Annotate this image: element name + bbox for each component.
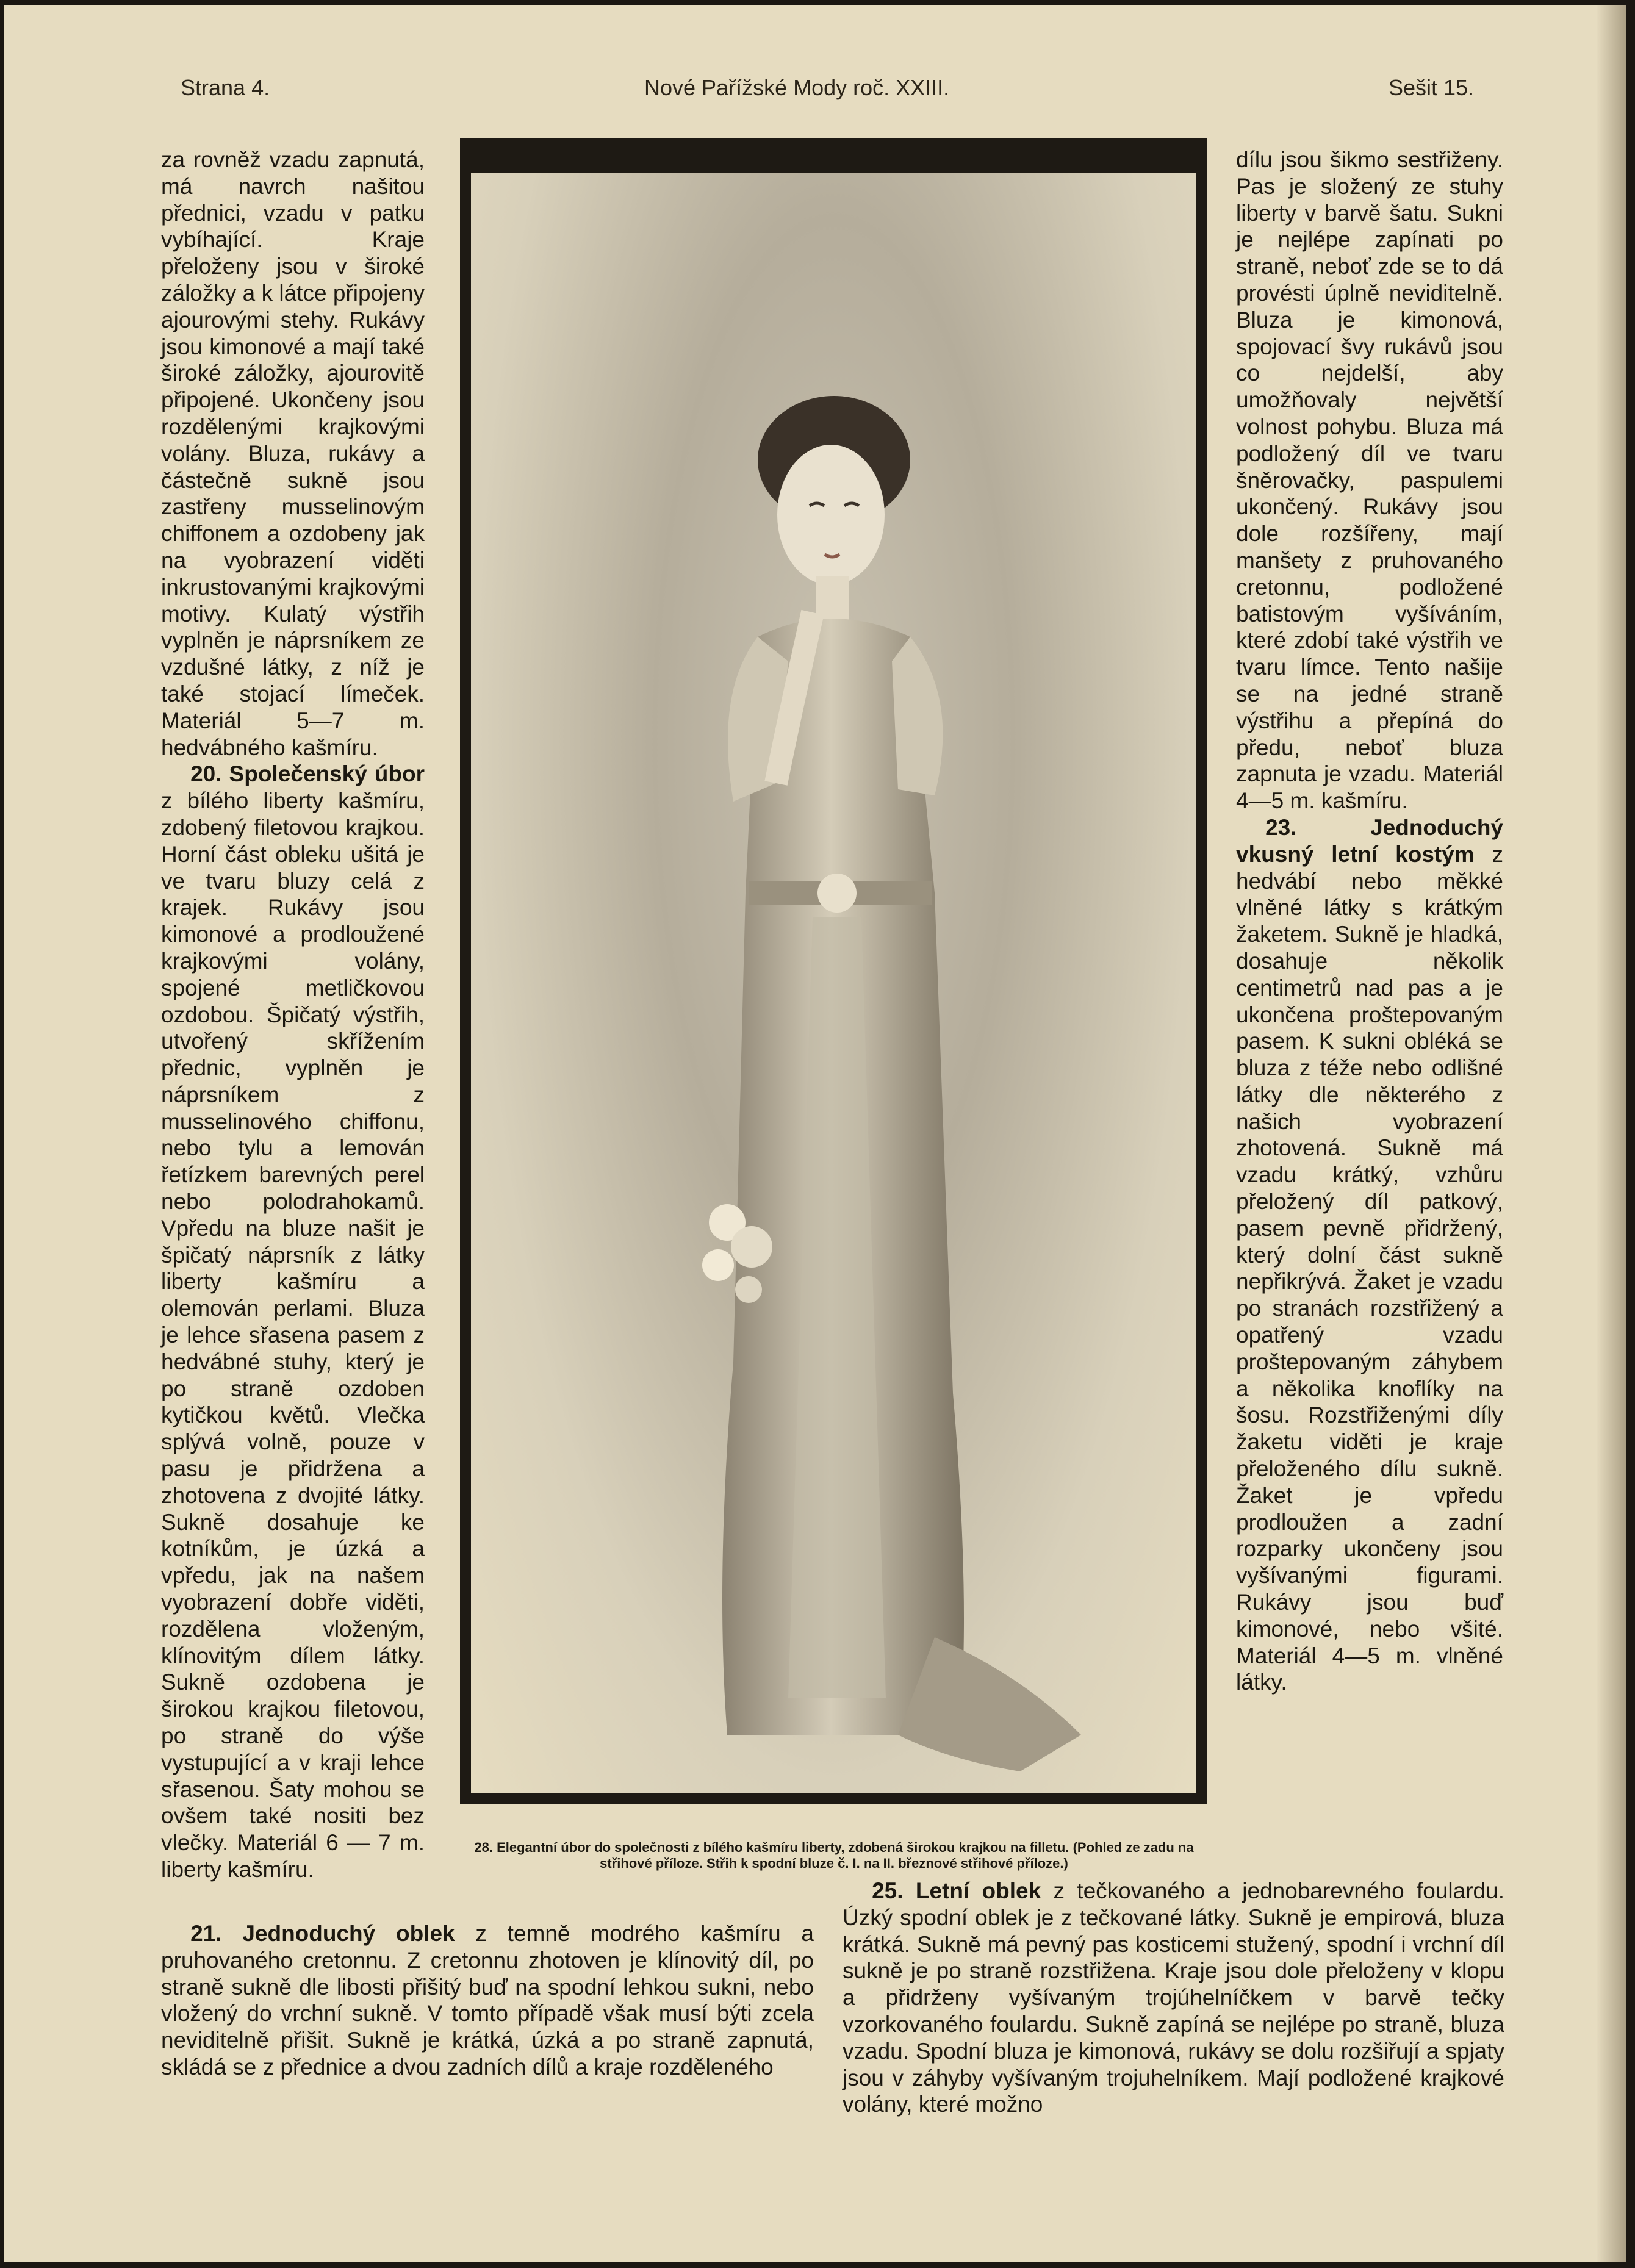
item-21-title: Jednoduchý oblek [242, 1921, 455, 1946]
item-25-title: Letní oblek [915, 1878, 1041, 1903]
right-column [1236, 146, 1503, 1696]
fashion-illustration [471, 173, 1196, 1793]
fashion-illustration-frame [460, 138, 1207, 1804]
left-column [161, 146, 425, 1883]
item-20-number: 20. [190, 761, 222, 787]
item-23-text: z hedvábí nebo měkké vlněné látky s krátkým žaketem. Sukně je hladká, dosahuje několik centimetrů nad pas a je ukončena proštepovaným pasem. K sukni obléká se bluza z téže nebo odlišné látky dle některého z našich vyobrazení zhotovená. Sukně má vzadu krátký, vzhůru přeložený díl patkový, pasem pevně přidržený, který dolní část sukně nepřikrývá. Žaket je vzadu po stranách rozstřižený a opatřený vzadu proštepovaným záhybem a několika knoflíky na šosu. Rozstřiženými díly žaketu viděti je kraje přeloženého dílu sukně. Žaket je vpředu prodloužen a zadní rozparky ukončeny jsou vyšívanými figurami. Rukávy jsou buď kimonové, nebo všité. Materiál 4—5 m. vlněné látky. [1236, 841, 1504, 1695]
item-20-title: Společenský úbor [229, 761, 425, 787]
item-21-text: z temně modrého kašmíru a pruhovaného cretonnu. Z cretonnu zhotoven je klínovitý díl, po straně sukně dle libosti přišitý buď na spodní lehkou sukni, nebo vložený do vrchní sukně. V tomto případě však musí býti zcela neviditelně přišit. Sukně je krátká, úzká a po straně zapnutá, skládá se z přednice a dvou zadních dílů a kraje rozděleného [161, 1921, 814, 2080]
bottom-left-text [161, 1920, 814, 2081]
woman-in-gown-icon [471, 173, 1196, 1793]
item-25-number: 25. [872, 1878, 904, 1903]
item-21-paragraph [161, 1920, 814, 2081]
page-number: Strana 4. [181, 75, 270, 100]
item-25-text: z tečkovaného a jednobarevného foulardu. Úzký spodní oblek je z tečkované látky. Sukně je empirová, bluza krátká. Sukně má pevný pas kosticemi stužený, spodní i vrchní díl sukně je po straně rozstřižena. Kraje jsou dole přeloženy v klopu a přidrženy vyšívaným trojúhelníčkem v barvě tečky vzorkovaného foulardu. Sukně zapíná se nejlépe po straně, bluza vzadu. Spodní bluza je kimonová, rukávy se dolu rozšiřují a spjaty jsou v záhyby vyšívaným trojuhelníkem. Mají podložené krajkové volány, které možno [843, 1878, 1504, 2117]
item-23-paragraph [1236, 814, 1503, 1696]
issue-number: Sešit 15. [1389, 75, 1475, 100]
item-25-paragraph [843, 1878, 1504, 2118]
magazine-page [4, 5, 1626, 2262]
figure-caption: 28. Elegantní úbor do společnosti z bílého kašmíru liberty, zdobená širokou krajkou na filletu. (Pohled ze zadu na střihové příloze. Střih k spodní bluze č. I. na II. březnové střihové příloze.) [474, 1840, 1194, 1871]
item-23-title: Jednoduchý vkusný letní kostým [1236, 814, 1503, 867]
page-edge-shadow [1596, 5, 1626, 2262]
item-20-text: z bílého liberty kašmíru, zdobený filetovou krajkou. Horní část obleku ušitá je ve tvaru bluzy celá z krajek. Rukávy jsou kimonové a prodloužené krajkovými volány, spojené metličkovou ozdobou. Špičatý výstřih, utvořený skřížením přednic, vyplněn je náprsníkem z musselinového chiffonu, nebo tylu a lemován řetízkem barevných perel nebo polodrahokamů. Vpředu na bluze našit je špičatý náprsník z látky liberty kašmíru a olemován perlami. Bluza je lehce sřasena pasem z hedvábné stuhy, který je po straně ozdoben kytičkou květů. Vlečka splývá volně, pouze v pasu je přidržena a zhotovena z dvojité látky. Sukně dosahuje ke kotníkům, je úzká a vpředu, jak na našem vyobrazení dobře viděti, rozdělena vloženým, klínovitým dílem látky. Sukně ozdobena je širokou krajkou filetovou, po straně do výše vystupující a v kraji lehce sřasenou. Šaty mohou se ovšem také nositi bez vlečky. Materiál 6 — 7 m. liberty kašmíru. [161, 788, 425, 1882]
item-20-paragraph [161, 761, 425, 1882]
left-column-paragraph: za rovněž vzadu zapnutá, má navrch našitou přednici, vzadu v patku vybíhající. Kraje přeloženy jsou v široké záložky a k látce připojeny ajourovými stehy. Rukávy jsou kimonové a mají také široké záložky, ajourovitě připojené. Ukončeny jsou rozdělenými krajkovými volány. Bluza, rukávy a částečně sukně jsou zastřeny musselinovým chiffonem a ozdobeny jak na vyobrazení viděti inkrustovanými krajkovými motivy. Kulatý výstřih vyplněn je náprsníkem ze vzdušné látky, z níž je také stojací límeček. Materiál 5—7 m. hedvábného kašmíru. [161, 147, 425, 760]
running-title: Nové Pařížské Mody roč. XXIII. [644, 75, 950, 100]
item-23-number: 23. [1265, 814, 1297, 840]
item-21-number: 21. [190, 1921, 222, 1946]
bottom-right-text [843, 1878, 1504, 2118]
right-column-continuation: dílu jsou šikmo sestřiženy. Pas je složený ze stuhy liberty v barvě šatu. Sukni je nejlépe zapínati po straně, neboť zde se to dá provésti úplně neviditelně. Bluza je kimonová, spojovací švy rukávů jsou co nejdelší, aby umožňovaly největší volnost pohybu. Bluza má podložený díl ve tvaru šněrovačky, paspulemi ukončený. Rukávy jsou dole rozšířeny, mají manšety z pruhovaného cretonnu, podložené batistovým vyšíváním, které zdobí také výstřih ve tvaru límce. Tento našije se na jedné straně výstřihu a přepíná do předu, neboť bluza zapnuta je vzadu. Materiál 4—5 m. kašmíru. [1236, 147, 1503, 814]
